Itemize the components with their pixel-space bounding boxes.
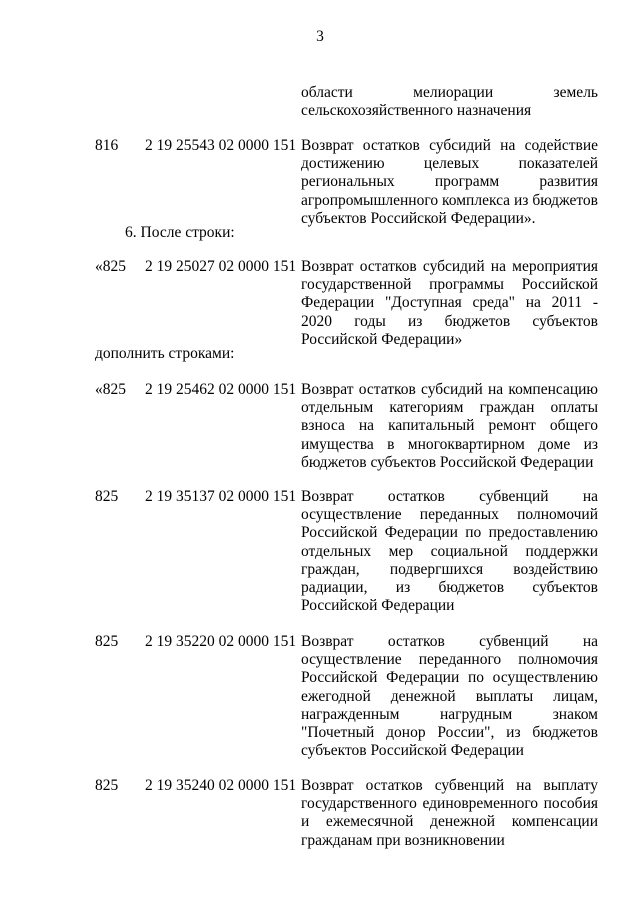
- row-description: Возврат остатков субсидий на мероприятия государственной программы Российской Федерации "Доступная среда" на 2011 - 2020 годы из бюджетов субъектов Российской Федерации»: [301, 258, 598, 348]
- row-prefix: 816: [95, 137, 119, 154]
- row-description: Возврат остатков субсидий на содействие достижению целевых показателей региональных программ развития агропромышленного комплекса из бюджетов субъектов Российской Федерации».: [301, 137, 598, 227]
- budget-code: 2 19 35137 02 0000 151: [145, 488, 297, 505]
- row-description: Возврат остатков субсидий на компенсацию отдельным категориям граждан оплаты взноса на капитальный ремонт общего имущества в многоквартирном доме из бюджетов субъектов Российской Федерации: [301, 381, 598, 471]
- budget-code: 2 19 25027 02 0000 151: [145, 258, 297, 275]
- continuation-text: области мелиорации земель сельскохозяйственного назначения: [301, 84, 598, 120]
- row-description: Возврат остатков субвенций на осуществление переданных полномочий Российской Федерации по предоставлению отдельных мер социальной поддержки граждан, подвергшихся воздействию радиации, из бюджетов субъектов Российской Федерации: [301, 488, 598, 615]
- row-prefix: 825: [95, 777, 119, 794]
- page-number: 3: [316, 28, 324, 45]
- supplement-heading: дополнить строками:: [95, 345, 235, 362]
- budget-code: 2 19 35220 02 0000 151: [145, 633, 297, 650]
- row-prefix: «825: [95, 258, 126, 275]
- row-description: Возврат остатков субвенций на выплату государственного единовременного пособия и ежемесячной денежной компенсации гражданам при возникновении: [301, 777, 598, 849]
- budget-code: 2 19 25543 02 0000 151: [145, 137, 297, 154]
- budget-code: 2 19 35240 02 0000 151: [145, 777, 297, 794]
- row-prefix: «825: [95, 381, 126, 398]
- row-description: Возврат остатков субвенций на осуществление переданного полномочия Российской Федерации по осуществлению ежегодной денежной выплаты лицам, награжденным нагрудным знаком "Почетный донор России", из бюджетов субъектов Российской Федерации: [301, 633, 598, 760]
- item-6-heading: 6. После строки:: [125, 224, 235, 241]
- budget-code: 2 19 25462 02 0000 151: [145, 381, 297, 398]
- row-prefix: 825: [95, 488, 119, 505]
- row-prefix: 825: [95, 633, 119, 650]
